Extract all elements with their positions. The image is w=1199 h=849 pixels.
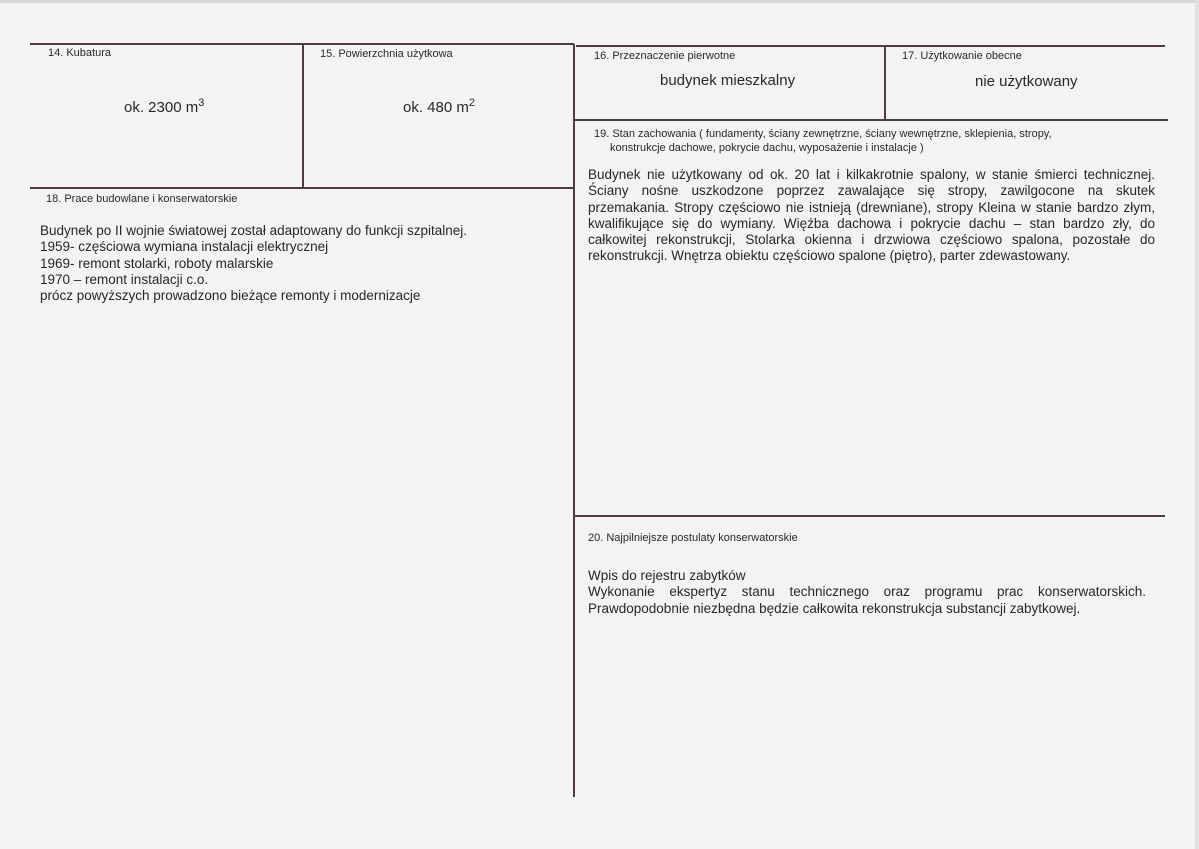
border-below-16-17 xyxy=(575,119,1168,121)
field-14-value xyxy=(124,94,204,117)
field-18-text xyxy=(40,223,560,304)
field-18-line-2: 1959- częściowa wymiana instalacji elektrycznej xyxy=(40,239,329,255)
center-divider xyxy=(573,44,575,797)
field-15-value xyxy=(403,94,475,117)
field-18-line-3: 1969- remont stolarki, roboty malarskie xyxy=(40,255,274,271)
field-18-line-5: prócz powyższych prowadzono bieżące remonty i modernizacje xyxy=(40,288,421,304)
field-14-value-unit-exponent: 3 xyxy=(198,97,205,109)
field-19-label-line-1: 19. Stan zachowania ( fundamenty, ściany zewnętrzne, ściany wewnętrzne, sklepienia, stropy, xyxy=(594,128,1052,140)
scan-edge-top xyxy=(0,0,1199,3)
field-18-label: 18. Prace budowlane i konserwatorskie xyxy=(46,193,238,205)
divider-16-17 xyxy=(884,46,886,120)
field-18-line-4: 1970 – remont instalacji c.o. xyxy=(40,271,209,287)
field-14-value-text: ok. 2300 m xyxy=(124,99,199,116)
field-19-label-line-2: konstrukcje dachowe, pokrycie dachu, wyposażenie i instalacje ) xyxy=(610,142,924,154)
field-18-line-1: Budynek po II wojnie światowej został adaptowany do funkcji szpitalnej. xyxy=(40,223,467,238)
field-17-value: nie użytkowany xyxy=(975,73,1078,90)
field-15-label: 15. Powierzchnia użytkowa xyxy=(320,48,453,60)
field-20-text xyxy=(588,568,1146,617)
field-15-value-unit-exponent: 2 xyxy=(468,97,475,109)
field-20-line-1: Wpis do rejestru zabytków xyxy=(588,568,746,583)
field-16-label: 16. Przeznaczenie pierwotne xyxy=(594,50,736,62)
field-15-value-text: ok. 480 m xyxy=(403,99,469,116)
field-20-label: 20. Najpilniejsze postulaty konserwatorskie xyxy=(588,532,798,544)
border-below-14-15 xyxy=(30,187,574,189)
top-border-right xyxy=(576,45,1165,47)
field-14-label: 14. Kubatura xyxy=(48,47,111,59)
field-16-value: budynek mieszkalny xyxy=(660,72,796,89)
scan-edge-right xyxy=(1195,0,1199,849)
field-17-label: 17. Użytkowanie obecne xyxy=(902,50,1022,62)
field-19-label xyxy=(594,127,1154,155)
field-20-body: Wykonanie ekspertyz stanu technicznego oraz programu prac konserwatorskich. Prawdopodobnie niezbędna będzie całkowita rekonstrukcja substancji zabytkowej. xyxy=(588,584,1146,616)
border-above-20 xyxy=(575,515,1165,517)
divider-14-15 xyxy=(302,44,304,188)
field-19-text: Budynek nie użytkowany od ok. 20 lat i kilkakrotnie spalony, w stanie śmierci technicznej. Ściany nośne uszkodzone poprzez zawalające się stropy, zawilgocone na skutek przemakania. Stropy częściowo nie istnieją (drewniane), stropy Kleina w stanie bardzo złym, kwalifikujące się do wymiany. Więźba dachowa i pokrycie dachu – stan bardzo zły, do całkowitej rekonstrukcji, Stolarka okienna i drzwiowa częściowo spalona, pozostałe do rekonstrukcji. Wnętrza obiektu częściowo spalone (piętro), parter zdewastowany. xyxy=(588,167,1155,264)
